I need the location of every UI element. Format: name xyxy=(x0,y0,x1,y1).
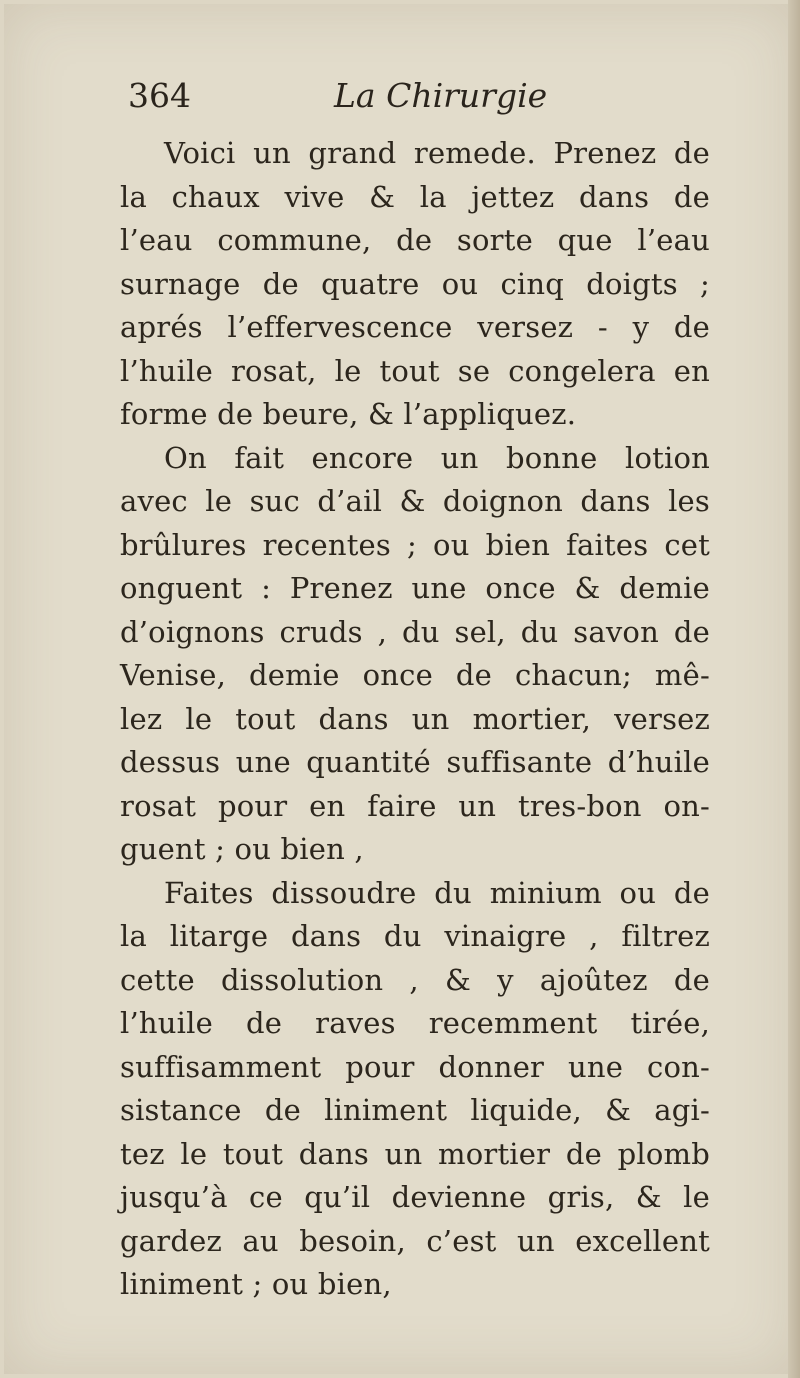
text-line: Voici un grand remede. Prenez de xyxy=(164,136,710,170)
paragraph xyxy=(120,872,710,1307)
text-line: l’huile rosat, le tout se congelera en xyxy=(120,353,710,388)
text-line: tez le tout dans un mortier de plomb xyxy=(120,1136,710,1171)
page-number: 364 xyxy=(128,76,191,115)
paragraph xyxy=(120,132,710,437)
text-line: surnage de quatre ou cinq doigts ; xyxy=(120,266,710,301)
text-line: la litarge dans du vinaigre , filtrez xyxy=(120,919,710,953)
text-line: forme de beure, & l’appliquez. xyxy=(120,397,577,431)
text-line: gardez au besoin, c’est un excellent xyxy=(120,1223,710,1258)
text-line: Faites dissoudre du minium ou de xyxy=(164,875,710,910)
text-line: onguent : Prenez une once & demie xyxy=(120,571,710,605)
text-line: dessus une quantité suffisante d’huile xyxy=(120,745,710,779)
text-line: d’oignons cruds , du sel, du savon de xyxy=(120,614,710,649)
paragraph xyxy=(120,437,710,872)
text-line: guent ; ou bien , xyxy=(120,832,364,866)
text-line: l’eau commune, de sorte que l’eau xyxy=(120,223,710,257)
text-line: liniment ; ou bien, xyxy=(120,1267,392,1301)
text-line: On fait encore un bonne lotion xyxy=(164,440,710,475)
text-line: suffisamment pour donner une con- xyxy=(120,1049,710,1084)
text-line: Venise, demie once de chacun; mê- xyxy=(120,658,710,692)
text-line: jusqu’à ce qu’il devienne gris, & le xyxy=(120,1180,710,1214)
text-line: avec le suc d’ail & doignon dans les xyxy=(120,484,710,518)
running-title: La Chirurgie xyxy=(334,76,548,115)
page-edge xyxy=(788,0,800,1378)
text-line: lez le tout dans un mortier, versez xyxy=(120,701,710,736)
text-line: brûlures recentes ; ou bien faites cet xyxy=(120,527,710,562)
running-head xyxy=(128,76,688,124)
text-line: rosat pour en faire un tres-bon on- xyxy=(120,788,710,823)
text-line: cette dissolution , & y ajoûtez de xyxy=(120,962,710,997)
text-line: sistance de liniment liquide, & agi- xyxy=(120,1093,710,1127)
text-line: aprés l’effervescence versez - y de xyxy=(120,310,710,344)
text-line: la chaux vive & la jettez dans de xyxy=(120,179,710,214)
body-text xyxy=(120,132,710,1307)
text-line: l’huile de raves recemment tirée, xyxy=(120,1006,710,1040)
